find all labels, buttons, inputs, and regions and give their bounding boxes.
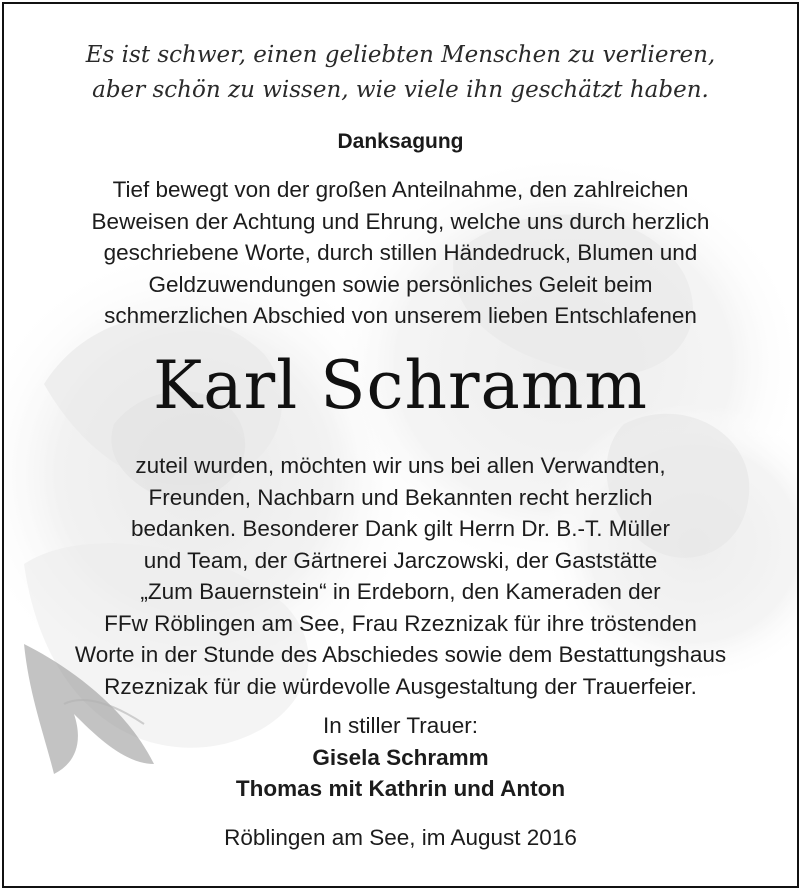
place-date: Röblingen am See, im August 2016 <box>224 825 577 850</box>
paragraph-line: bedanken. Besonderer Dank gilt Herrn Dr. B.-T. Müller <box>131 516 670 541</box>
obituary-content <box>4 4 797 886</box>
paragraph-line: Geldzuwendungen sowie persönliches Geleit beim <box>148 271 653 297</box>
paragraph-line: Worte in der Stunde des Abschiedes sowie dem Bestattungshaus <box>74 642 727 667</box>
paragraph-line: Rzeznizak für die würdevolle Ausgestaltung der Trauerfeier. <box>104 673 697 699</box>
paragraph-line: Beweisen der Achtung und Ehrung, welche uns durch herzlich <box>91 208 710 234</box>
motto-line: aber schön zu wissen, wie viele ihn geschätzt haben. <box>92 77 709 103</box>
deceased-name: Karl Schramm <box>152 347 649 424</box>
paragraph-line: und Team, der Gärtnerei Jarczowski, der Gaststätte <box>143 547 658 573</box>
obituary-card <box>2 2 799 888</box>
thanks-paragraph <box>4 450 797 702</box>
paragraph-line: FFw Röblingen am See, Frau Rzeznizak für ihre tröstenden <box>104 610 697 636</box>
paragraph-line: „Zum Bauernstein“ in Erdeborn, den Kameraden der <box>140 579 661 604</box>
signer-name: Gisela Schramm <box>312 744 489 770</box>
signer-name: Thomas mit Kathrin und Anton <box>235 776 566 801</box>
danksagung-heading: Danksagung <box>337 130 464 153</box>
paragraph-line: zuteil wurden, möchten wir uns bei allen Verwandten, <box>135 453 666 478</box>
paragraph-line: Freunden, Nachbarn und Bekannten recht herzlich <box>148 484 653 510</box>
paragraph-line: schmerzlichen Abschied von unserem lieben Entschlafenen <box>104 303 697 328</box>
motto-quote <box>4 38 797 108</box>
motto-line: Es ist schwer, einen geliebten Menschen zu verlieren, <box>85 42 716 68</box>
mourning-label: In stiller Trauer: <box>322 713 479 738</box>
mourning-block <box>4 710 797 805</box>
intro-paragraph <box>4 174 797 332</box>
paragraph-line: Tief bewegt von der großen Anteilnahme, den zahlreichen <box>112 177 689 202</box>
paragraph-line: geschriebene Worte, durch stillen Händedruck, Blumen und <box>103 240 698 265</box>
